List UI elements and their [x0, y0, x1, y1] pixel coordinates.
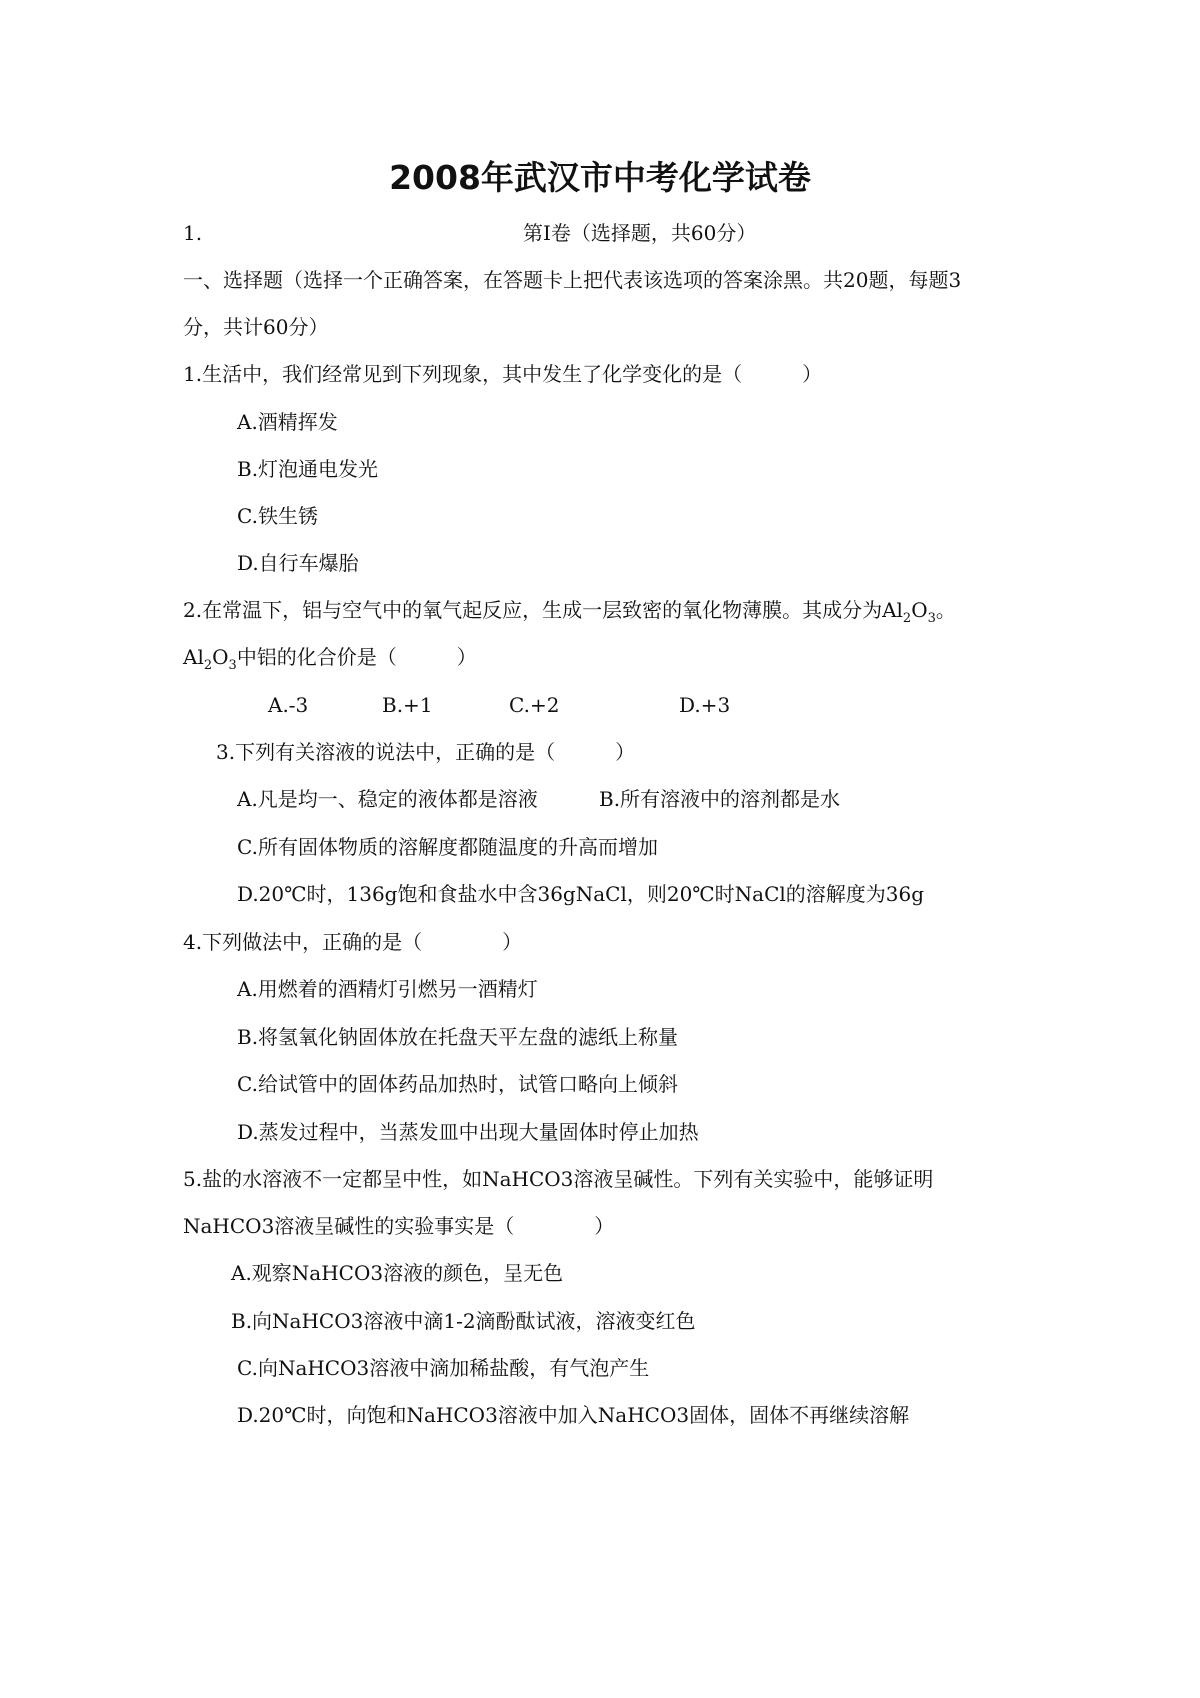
question-1-option-b: B.灯泡通电发光	[237, 457, 379, 481]
question-5-option-d: D.20℃时，向饱和NaHCO3溶液中加入NaHCO3固体，固体不再继续溶解	[237, 1403, 910, 1427]
question-1-option-c: C.铁生锈	[237, 504, 318, 528]
question-2-option-a: A.-3	[268, 693, 309, 717]
volume-number: 1.	[183, 221, 203, 245]
question-2-stem	[183, 596, 956, 624]
question-5-stem-line1: 5.盐的水溶液不一定都呈中性，如NaHCO3溶液呈碱性。下列有关实验中，能够证明	[183, 1167, 934, 1191]
question-3-option-b: B.所有溶液中的溶剂都是水	[599, 787, 841, 811]
question-4-option-b: B.将氢氧化钠固体放在托盘天平左盘的滤纸上称量	[237, 1025, 679, 1049]
question-1-option-d: D.自行车爆胎	[237, 551, 359, 575]
question-5-option-a: A.观察NaHCO3溶液的颜色，呈无色	[231, 1261, 564, 1285]
question-3-stem: 3.下列有关溶液的说法中，正确的是（ ）	[216, 740, 636, 764]
question-2-stem-text-c: 。	[935, 598, 956, 622]
question-2-stem2-text-a: Al	[183, 645, 204, 669]
question-2-stem2-sub-a: 2	[203, 658, 213, 673]
question-2-option-b: B.+1	[382, 693, 433, 717]
question-2-stem-text-a: 2.在常温下，铝与空气中的氧气起反应，生成一层致密的氧化物薄膜。其成分为Al	[183, 598, 903, 622]
question-3-option-c: C.所有固体物质的溶解度都随温度的升高而增加	[237, 835, 658, 859]
question-4-option-d: D.蒸发过程中，当蒸发皿中出现大量固体时停止加热	[237, 1120, 699, 1144]
section-instruction-line1: 一、选择题（选择一个正确答案，在答题卡上把代表该选项的答案涂黑。共20题，每题3	[183, 268, 962, 292]
question-2-option-c: C.+2	[509, 693, 560, 717]
question-4-option-c: C.给试管中的固体药品加热时，试管口略向上倾斜	[237, 1072, 678, 1096]
question-2-stem-sub-a: 2	[902, 611, 912, 626]
question-2-stem-continued	[183, 643, 477, 671]
question-4-option-a: A.用燃着的酒精灯引燃另一酒精灯	[237, 977, 538, 1001]
page-title: 2008年武汉市中考化学试卷	[389, 158, 811, 197]
question-5-option-c: C.向NaHCO3溶液中滴加稀盐酸，有气泡产生	[237, 1356, 650, 1380]
question-2-option-d: D.+3	[679, 693, 731, 717]
question-1-stem: 1.生活中，我们经常见到下列现象，其中发生了化学变化的是（ ）	[183, 362, 823, 386]
question-5-stem-line2: NaHCO3溶液呈碱性的实验事实是（ ）	[183, 1214, 615, 1238]
question-2-stem2-text-b: O	[212, 645, 229, 669]
question-3-option-a: A.凡是均一、稳定的液体都是溶液	[237, 787, 538, 811]
question-4-stem: 4.下列做法中，正确的是（ ）	[183, 930, 523, 954]
question-1-option-a: A.酒精挥发	[237, 410, 338, 434]
question-2-stem2-text-c: 中铝的化合价是（ ）	[236, 645, 477, 669]
question-3-option-d: D.20℃时，136g饱和食盐水中含36gNaCl，则20℃时NaCl的溶解度为36g	[237, 882, 925, 906]
question-2-stem-sub-b: 3	[927, 611, 936, 626]
question-2-stem-text-b: O	[911, 598, 928, 622]
question-2-stem2-sub-b: 3	[228, 658, 237, 673]
section-instruction-line2: 分，共计60分）	[183, 315, 329, 339]
volume-heading: 第Ⅰ卷（选择题，共60分）	[523, 221, 757, 245]
question-5-option-b: B.向NaHCO3溶液中滴1-2滴酚酞试液，溶液变红色	[231, 1309, 696, 1333]
